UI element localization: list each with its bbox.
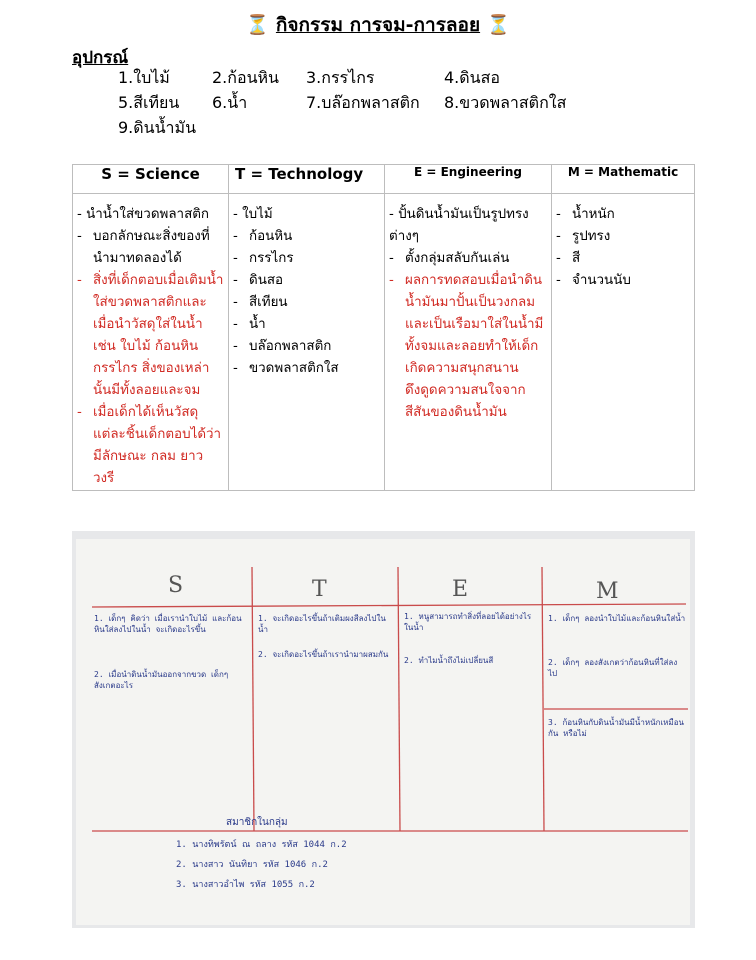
mathematic-list	[556, 204, 690, 292]
equipment-item: 9.ดินน้ำมัน	[118, 118, 196, 137]
members-title: สมาชิกในกลุ่ม	[226, 817, 288, 828]
science-cell	[73, 194, 229, 491]
technology-item	[233, 358, 380, 380]
engineering-item-text: ตั้งกลุ่มสลับกันเล่น	[405, 251, 510, 266]
mathematic-item-text: น้ำหนัก	[572, 207, 615, 222]
member-line: 3. นางสาวอำไพ รหัส 1055 ก.2	[176, 880, 315, 890]
equipment-item: 3.กรรไกร	[306, 68, 375, 87]
note-t1: 1. จะเกิดอะไรขึ้นถ้าเติมผงสีลงไปในน้ำ	[258, 614, 386, 634]
header-science: S = Science	[73, 165, 229, 194]
mathematic-item	[556, 248, 690, 270]
science-item	[77, 270, 224, 402]
note-m1: 1. เด็กๆ ลองนำใบไม้และก้อนหินใส่น้ำ	[548, 614, 686, 623]
member-line: 2. นางสาว นันทิยา รหัส 1046 ก.2	[176, 860, 328, 870]
bullet-marker: -	[233, 317, 238, 332]
photo-header-s: S	[168, 573, 184, 598]
bullet-marker: -	[556, 273, 561, 288]
mathematic-item-text: สี	[572, 251, 581, 266]
bullet-marker: -	[556, 229, 561, 244]
page-title	[0, 10, 756, 40]
engineering-item-text: ผลการทดสอบเมื่อนำดินน้ำมันมาปั้นเป็นวงกลมและเป็นเรือมาใส่ในน้ำมีทั้งจมและลอยทำให้เด็กเกิดความสนุกสนานดึงดูดความสนใจจากสีสันของดินน้ำมัน	[405, 273, 544, 420]
engineering-item-text: - ปั้นดินน้ำมันเป็นรูปทรงต่างๆ	[389, 207, 529, 244]
technology-item	[233, 292, 380, 314]
header-technology: T = Technology	[229, 165, 385, 194]
equipment-list	[118, 66, 614, 141]
equipment-item: 8.ขวดพลาสติกใส	[444, 93, 567, 112]
header-engineering: E = Engineering	[385, 165, 552, 194]
technology-item	[233, 270, 380, 292]
science-item	[77, 226, 224, 270]
equipment-item: 4.ดินสอ	[444, 68, 500, 87]
worksheet-photo	[72, 531, 695, 928]
bullet-marker: -	[77, 229, 82, 244]
engineering-item	[389, 248, 547, 270]
science-item-text: - นำน้ำใส่ขวดพลาสติก	[77, 207, 210, 222]
bullet-marker: -	[233, 229, 238, 244]
bullet-marker: -	[233, 339, 238, 354]
bullet-marker: -	[77, 273, 82, 288]
note-m2: 2. เด็กๆ ลองสังเกตว่าก้อนหินที่ใส่ลงไป	[548, 658, 678, 678]
technology-item-text: ก้อนหิน	[249, 229, 293, 244]
note-s1: 1. เด็กๆ คิดว่า เมื่อเรานำใบไม้ และก้อนหินใส่ลงไปในน้ำ จะเกิดอะไรขึ้น	[94, 614, 242, 634]
mathematic-item	[556, 204, 690, 226]
bullet-marker: -	[77, 405, 82, 420]
mathematic-item	[556, 226, 690, 248]
equipment-item: 1.ใบไม้	[118, 68, 170, 87]
hourglass-icon: ⏳	[486, 14, 511, 36]
technology-item-text: ขวดพลาสติกใส	[249, 361, 339, 376]
technology-item-text: บล๊อกพลาสติก	[249, 339, 332, 354]
technology-item-text: ดินสอ	[249, 273, 284, 288]
header-mathematic: M = Mathematic	[552, 165, 695, 194]
note-e2: 2. ทำไมน้ำถึงไม่เปลี่ยนสี	[404, 656, 494, 665]
photo-header-m: M	[596, 579, 619, 604]
science-item	[77, 204, 224, 226]
science-list	[77, 204, 224, 490]
equipment-item: 6.น้ำ	[212, 93, 248, 112]
note-t2: 2. จะเกิดอะไรขึ้นถ้าเรานำมาผสมกัน	[258, 650, 389, 659]
bullet-marker: -	[556, 251, 561, 266]
science-item-text: บอกลักษณะสิ่งของที่นำมาทดลองได้	[93, 229, 210, 266]
equipment-item: 5.สีเทียน	[118, 93, 180, 112]
note-s2: 2. เมื่อนำดินน้ำมันออกจากขวด เด็กๆ สังเกตอะไร	[94, 670, 229, 690]
members-list	[176, 835, 347, 895]
technology-item	[233, 314, 380, 336]
technology-cell	[229, 194, 385, 491]
technology-item	[233, 204, 380, 226]
bullet-marker: -	[233, 295, 238, 310]
engineering-item	[389, 270, 547, 424]
technology-item-text: - ใบไม้	[233, 207, 273, 222]
equipment-item: 2.ก้อนหิน	[212, 68, 279, 87]
science-item-text: สิ่งที่เด็กตอบเมื่อเติมน้ำใส่ขวดพลาสติกและเมื่อนำวัสดุใส่ในน้ำ เช่น ใบไม้ ก้อนหิน กรรไกร สิ่งของเหล่านั้นมีทั้งลอยและจม	[93, 273, 224, 398]
stem-header-row	[73, 165, 695, 194]
stem-body-row	[73, 194, 695, 491]
stem-table	[72, 164, 695, 491]
technology-item	[233, 336, 380, 358]
technology-item-text: กรรไกร	[249, 251, 294, 266]
note-e1: 1. หนูสามารถทำสิ่งที่ลอยได้อย่างไร ในน้ำ	[404, 612, 532, 632]
hourglass-icon: ⏳	[245, 14, 270, 36]
bullet-marker: -	[233, 251, 238, 266]
technology-item-text: สีเทียน	[249, 295, 288, 310]
technology-item	[233, 248, 380, 270]
title-text: กิจกรรม การจม-การลอย	[275, 14, 481, 36]
bullet-marker: -	[389, 273, 394, 288]
bullet-marker: -	[233, 361, 238, 376]
photo-header-e: E	[452, 577, 469, 602]
mathematic-item-text: รูปทรง	[572, 229, 611, 244]
mathematic-cell	[552, 194, 695, 491]
paper-sheet	[76, 539, 690, 925]
equipment-heading: อุปกรณ์	[72, 48, 129, 68]
mathematic-item	[556, 270, 690, 292]
bullet-marker: -	[556, 207, 561, 222]
technology-item-text: น้ำ	[249, 317, 266, 332]
photo-header-t: T	[312, 577, 327, 602]
engineering-list	[389, 204, 547, 424]
technology-item	[233, 226, 380, 248]
bullet-marker: -	[233, 273, 238, 288]
note-m3: 3. ก้อนหินกับดินน้ำมันมีน้ำหนักเหมือนกัน หรือไม่	[548, 718, 684, 738]
engineering-item	[389, 204, 547, 248]
bullet-marker: -	[389, 251, 394, 266]
science-item	[77, 402, 224, 490]
member-line: 1. นางทิพรัตน์ ณ ถลาง รหัส 1044 ก.2	[176, 840, 347, 850]
mathematic-item-text: จำนวนนับ	[572, 273, 631, 288]
equipment-item: 7.บล๊อกพลาสติก	[306, 93, 420, 112]
engineering-cell	[385, 194, 552, 491]
technology-list	[233, 204, 380, 380]
science-item-text: เมื่อเด็กได้เห็นวัสดุแต่ละชิ้นเด็กตอบได้ว่ามีลักษณะ กลม ยาว วงรี	[93, 405, 222, 486]
